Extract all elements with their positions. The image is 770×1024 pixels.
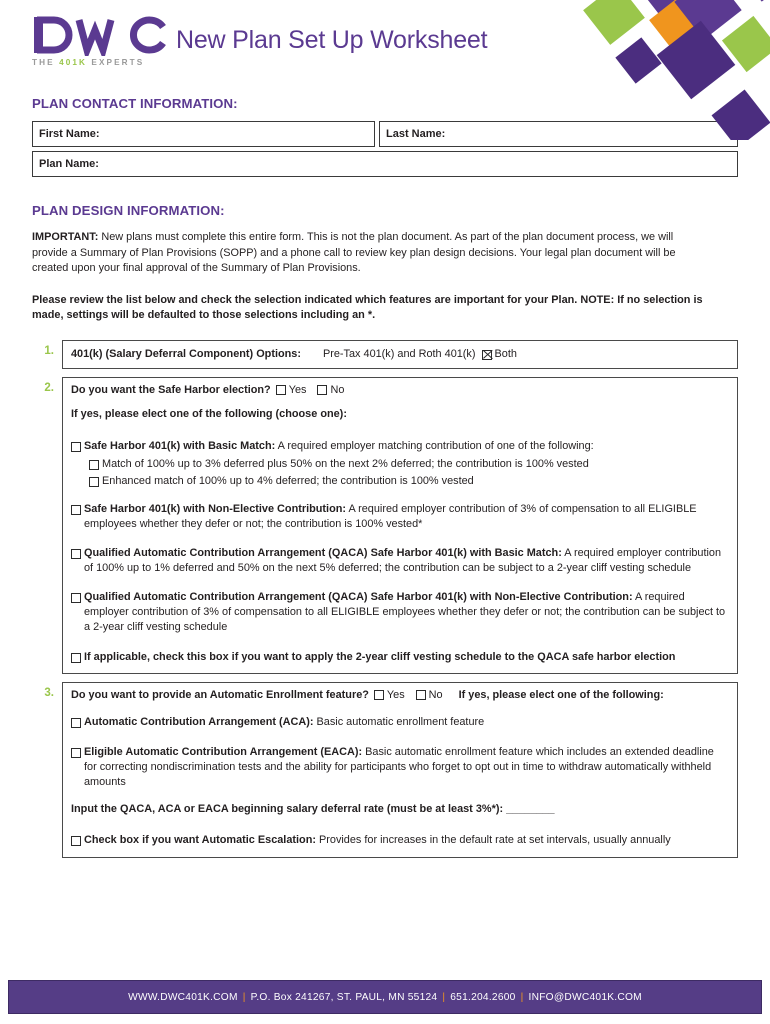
item-3-panel (62, 682, 738, 857)
option-non-elective-desc: A required employer contribution of 3% of compensation to all ELIGIBLE employees whether they defer or not; the contribution is 100% vested* (84, 503, 697, 531)
option-non-elective-checkbox[interactable] (71, 505, 81, 515)
important-paragraph (32, 230, 704, 277)
contact-name-row (32, 121, 738, 147)
option-qaca-non-elective-title: Qualified Automatic Contribution Arrangement (QACA) Safe Harbor 401(k) with Non-Elective Contribution: (84, 590, 633, 603)
auto-enrollment-question-row (71, 689, 729, 701)
first-name-field[interactable] (32, 121, 375, 147)
page-footer (8, 980, 762, 1014)
safe-harbor-yes-checkbox[interactable] (276, 385, 286, 395)
option-qaca-basic-match[interactable] (71, 546, 729, 577)
item-3-row (32, 682, 738, 857)
option-qaca-basic-match-checkbox[interactable] (71, 549, 81, 559)
option-enhanced-match-checkbox[interactable] (89, 477, 99, 487)
auto-enrollment-no-checkbox[interactable] (416, 690, 426, 700)
important-label: IMPORTANT: (32, 231, 99, 243)
plan-name-label: Plan Name: (39, 158, 99, 170)
auto-enrollment-yes-label: Yes (386, 689, 405, 702)
safe-harbor-no-label: No (330, 384, 345, 397)
page-header (0, 0, 770, 96)
option-qaca-cliff-vesting-title: If applicable, check this box if you want to apply the 2-year cliff vesting schedule to the QACA safe harbor election (84, 650, 676, 663)
option-eaca-title: Eligible Automatic Contribution Arrangement (EACA): (84, 745, 363, 758)
option-basic-match-checkbox[interactable] (71, 442, 81, 452)
option-basic-match[interactable] (71, 439, 729, 454)
safe-harbor-subprompt: If yes, please elect one of the following (choose one): (71, 408, 347, 421)
option-qaca-basic-match-title: Qualified Automatic Contribution Arrangement (QACA) Safe Harbor 401(k) with Basic Match: (84, 546, 562, 559)
footer-separator-3: | (520, 991, 524, 1003)
option-non-elective-title: Safe Harbor 401(k) with Non-Elective Contribution: (84, 503, 347, 515)
page-title: New Plan Set Up Worksheet (176, 26, 488, 54)
option-qaca-non-elective[interactable] (71, 590, 729, 636)
option-enhanced-match[interactable] (89, 474, 729, 489)
safe-harbor-question-row (71, 384, 729, 396)
deferral-rate-prompt[interactable]: Input the QACA, ACA or EACA beginning salary deferral rate (must be at least 3%*): ________ (71, 802, 555, 815)
item-3-number: 3. (44, 687, 54, 700)
option-aca-title: Automatic Contribution Arrangement (ACA): (84, 716, 314, 729)
option-non-elective[interactable] (71, 502, 729, 533)
item-1-row (32, 340, 738, 369)
logo-tagline: THE 401K EXPERTS (32, 58, 145, 67)
item-1-panel (62, 340, 738, 369)
option-basic-match-desc: A required employer matching contribution of one of the following: (275, 439, 594, 452)
footer-separator-1: | (242, 991, 246, 1003)
option-aca-desc: Basic automatic enrollment feature (313, 716, 485, 729)
option-qaca-cliff-vesting[interactable] (71, 650, 729, 665)
option-basic-match-title: Safe Harbor 401(k) with Basic Match: (84, 439, 276, 452)
contact-section-heading: PLAN CONTACT INFORMATION: (32, 96, 238, 111)
option-qaca-non-elective-checkbox[interactable] (71, 593, 81, 603)
footer-email[interactable]: INFO@DWC401K.COM (528, 991, 642, 1003)
option-aca-checkbox[interactable] (71, 718, 81, 728)
review-note: Please review the list below and check the selection indicated which features are important for your Plan. NOTE: If no selection is made, settings will be defaulted to those selections including an *. (32, 293, 703, 322)
item-1-both-checkbox[interactable] (482, 350, 492, 360)
important-body: New plans must complete this entire form. This is not the plan document. As part of the plan document process, we will provide a Summary of Plan Provisions (SOPP) and a phone call to review key plan design decisions. Your legal plan document will be created upon your final approval of the Summary of Plan Provisions. (32, 231, 676, 275)
option-enhanced-match-desc: Enhanced match of 100% up to 4% deferred; the contribution is 100% vested (102, 474, 474, 487)
item-1-number: 1. (44, 344, 54, 357)
dwc-wordmark-icon (32, 14, 182, 56)
option-qaca-non-elective-desc: A required employer contribution of 3% of compensation to all ELIGIBLE employees whether they defer or not; the contribution can be subject to a 2-year cliff vesting schedule (84, 590, 726, 634)
safe-harbor-no-checkbox[interactable] (317, 385, 327, 395)
safe-harbor-yes-label: Yes (288, 384, 307, 397)
item-2-row (32, 377, 738, 674)
option-auto-escalation-checkbox[interactable] (71, 836, 81, 846)
option-auto-escalation[interactable] (71, 833, 729, 848)
design-section-heading: PLAN DESIGN INFORMATION: (32, 203, 225, 218)
item-1-title: 401(k) (Salary Deferral Component) Options: (71, 347, 301, 360)
option-qaca-basic-match-desc: A required employer contribution of 100% up to 1% deferred and 50% on the next 5% deferred; the contribution can be subject to a 2-year cliff vesting schedule (84, 546, 722, 575)
option-qaca-cliff-vesting-checkbox[interactable] (71, 653, 81, 663)
last-name-field[interactable] (379, 121, 738, 147)
footer-phone[interactable]: 651.204.2600 (450, 991, 516, 1003)
item-1-option-text: Pre-Tax 401(k) and Roth 401(k) (322, 347, 476, 360)
item-1-both-label: Both (494, 347, 517, 360)
option-auto-escalation-desc: Provides for increases in the default rate at set intervals, usually annually (315, 834, 671, 847)
auto-enrollment-no-label: No (428, 689, 443, 702)
auto-enrollment-question: Do you want to provide an Automatic Enrollment feature? (71, 689, 369, 702)
option-match-100-3-checkbox[interactable] (89, 460, 99, 470)
auto-enrollment-trailing: If yes, please elect one of the following: (458, 689, 664, 702)
auto-enrollment-yes-checkbox[interactable] (374, 690, 384, 700)
option-match-100-3[interactable] (89, 457, 729, 472)
option-auto-escalation-title: Check box if you want Automatic Escalation: (84, 834, 316, 847)
first-name-label: First Name: (39, 128, 100, 140)
dwc-logo (32, 14, 182, 67)
option-match-100-3-desc: Match of 100% up to 3% deferred plus 50% on the next 2% deferred; the contribution is 100% vested (102, 458, 589, 471)
footer-separator-2: | (442, 991, 446, 1003)
footer-address: P.O. Box 241267, ST. PAUL, MN 55124 (250, 991, 438, 1003)
option-eaca-checkbox[interactable] (71, 748, 81, 758)
footer-content (128, 992, 642, 1003)
safe-harbor-question: Do you want the Safe Harbor election? (71, 384, 271, 397)
footer-website[interactable]: WWW.DWC401K.COM (128, 991, 238, 1003)
plan-name-field[interactable] (32, 151, 738, 177)
item-2-number: 2. (44, 382, 54, 395)
option-eaca-desc: Basic automatic enrollment feature which includes an extended deadline for correcting nondiscrimination tests and the ability for participants who forget to opt out in time to withdraw automatically withheld amounts (84, 745, 714, 789)
option-eaca[interactable] (71, 745, 729, 791)
last-name-label: Last Name: (386, 128, 446, 140)
item-2-panel (62, 377, 738, 674)
option-aca[interactable] (71, 715, 729, 730)
